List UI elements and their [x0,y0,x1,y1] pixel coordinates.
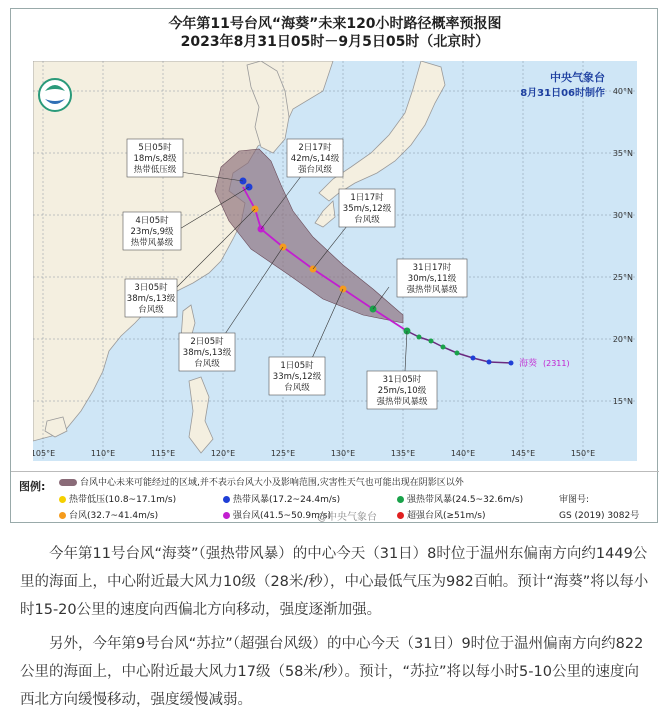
legend-item-superty: 超强台风(≥51m/s) [397,508,486,521]
lat-tick: 35°N [612,149,633,158]
agency-issued: 8月31日06时制作 [520,88,605,99]
legend [11,471,659,525]
agency-name: 中央气象台 [550,71,605,84]
article-body [0,540,670,714]
svg-text:33m/s,12级: 33m/s,12级 [272,372,322,382]
paragraph-1: 今年第11号台风“海葵”（强热带风暴）的中心今天（31日）8时位于温州东偏南方向约1449公里的海面上，中心附近最大风力10级（28米/秒），中心最低气压为982百帕。预计“海葵”将以每小时15-20公里的速度向西偏北方向移动，强度逐渐加强。 [20,546,649,618]
lon-tick: 120°E [210,449,236,458]
legend-item-sty: 强台风(41.5~50.9m/s) [223,508,331,521]
legend-label: 图例: [19,480,46,493]
svg-text:30m/s,11级: 30m/s,11级 [407,274,457,284]
legend-dot [223,496,230,503]
legend-item-ty: 台风(32.7~41.4m/s) [59,508,158,521]
forecast-map-figure [10,8,658,523]
svg-text:热带风暴级: 热带风暴级 [130,238,174,248]
track-point [509,361,514,366]
callout-5d05 [127,139,183,177]
track-point [471,356,476,361]
lon-tick: 135°E [390,449,416,458]
callout-2d05 [179,333,235,371]
legend-item-sts: 强热带风暴(24.5~32.6m/s) [397,492,523,505]
callout-3d05 [125,279,177,317]
svg-text:台风级: 台风级 [138,305,164,315]
svg-text:5日05时: 5日05时 [138,143,172,153]
svg-text:强台风级: 强台风级 [297,165,333,175]
map-subtitle: 2023年8月31日05时－9月5日05时（北京时） [180,34,490,50]
callout-4d05 [123,212,181,250]
svg-text:4日05时: 4日05时 [135,216,169,226]
map-title: 今年第11号台风“海葵”未来120小时路径概率预报图 [168,16,502,32]
svg-text:强热带风暴级: 强热带风暴级 [406,285,458,295]
lat-tick: 20°N [612,335,633,344]
legend-dot [59,496,66,503]
review-number: GS (2019) 3082号 [559,511,640,521]
lon-tick: 150°E [570,449,596,458]
legend-item-td: 热带低压(10.8~17.1m/s) [59,492,176,505]
typhoon-code: (2311) [543,359,570,368]
legend-dot [223,512,230,519]
callout-1d05 [269,357,325,395]
track-point [455,351,460,356]
cma-logo [39,79,71,111]
lat-tick: 30°N [612,211,633,220]
lon-tick: 140°E [450,449,476,458]
watermark: @中央气象台 [317,512,377,523]
lon-tick: 105°E [33,449,56,458]
svg-text:38m/s,13级: 38m/s,13级 [126,294,176,304]
lon-tick: 110°E [90,449,116,458]
callout-31d17 [397,259,467,297]
cone-swatch [59,479,77,486]
svg-text:31日05时: 31日05时 [382,375,422,385]
review-label: 审图号: [559,495,590,505]
svg-text:3日05时: 3日05时 [134,283,168,293]
svg-text:台风级: 台风级 [354,215,380,225]
lat-tick: 15°N [612,397,633,406]
svg-text:2日17时: 2日17时 [298,143,332,153]
map-svg [33,61,637,461]
track-point [417,335,422,340]
svg-text:台风级: 台风级 [194,359,220,369]
svg-text:1日05时: 1日05时 [280,361,314,371]
callout-2d17 [287,139,343,177]
svg-text:25m/s,10级: 25m/s,10级 [377,386,427,396]
legend-item-ts: 热带风暴(17.2~24.4m/s) [223,492,340,505]
callout-31d05 [367,371,437,409]
track-point [441,345,446,350]
svg-text:35m/s,12级: 35m/s,12级 [342,204,392,214]
legend-cone-text: 台风中心未来可能经过的区域,并不表示台风大小及影响范围,灾害性天气也可能出现在阴影区以外 [80,478,464,488]
legend-dot [397,512,404,519]
lat-tick: 40°N [612,87,633,96]
svg-text:38m/s,13级: 38m/s,13级 [182,348,232,358]
svg-text:23m/s,9级: 23m/s,9级 [130,227,174,237]
map-area [33,61,637,461]
legend-dot [397,496,404,503]
track-point [429,339,434,344]
svg-text:42m/s,14级: 42m/s,14级 [290,154,340,164]
map-title-area [11,9,659,61]
paragraph-2: 另外，今年第9号台风“苏拉”（超强台风级）的中心今天（31日）9时位于温州偏南方向约822公里的海面上，中心附近最大风力17级（58米/秒）。预计，“苏拉”将以每小时5-10公里的速度向西北方向缓慢移动，强度缓慢减弱。 [20,636,644,708]
lon-tick: 145°E [510,449,536,458]
svg-text:1日17时: 1日17时 [350,193,384,203]
svg-text:31日17时: 31日17时 [412,263,452,273]
svg-text:热带低压级: 热带低压级 [133,165,177,175]
typhoon-name: 海葵 [519,359,538,369]
svg-text:台风级: 台风级 [284,383,310,393]
lon-tick: 115°E [150,449,176,458]
svg-text:2日05时: 2日05时 [190,337,224,347]
lon-tick: 125°E [270,449,296,458]
legend-dot [59,512,66,519]
svg-text:强热带风暴级: 强热带风暴级 [376,397,428,407]
track-point [487,360,492,365]
legend-cone [59,475,464,488]
lon-tick: 130°E [330,449,356,458]
lat-tick: 25°N [612,273,633,282]
svg-text:18m/s,8级: 18m/s,8级 [133,154,177,164]
callout-1d17 [339,189,395,227]
